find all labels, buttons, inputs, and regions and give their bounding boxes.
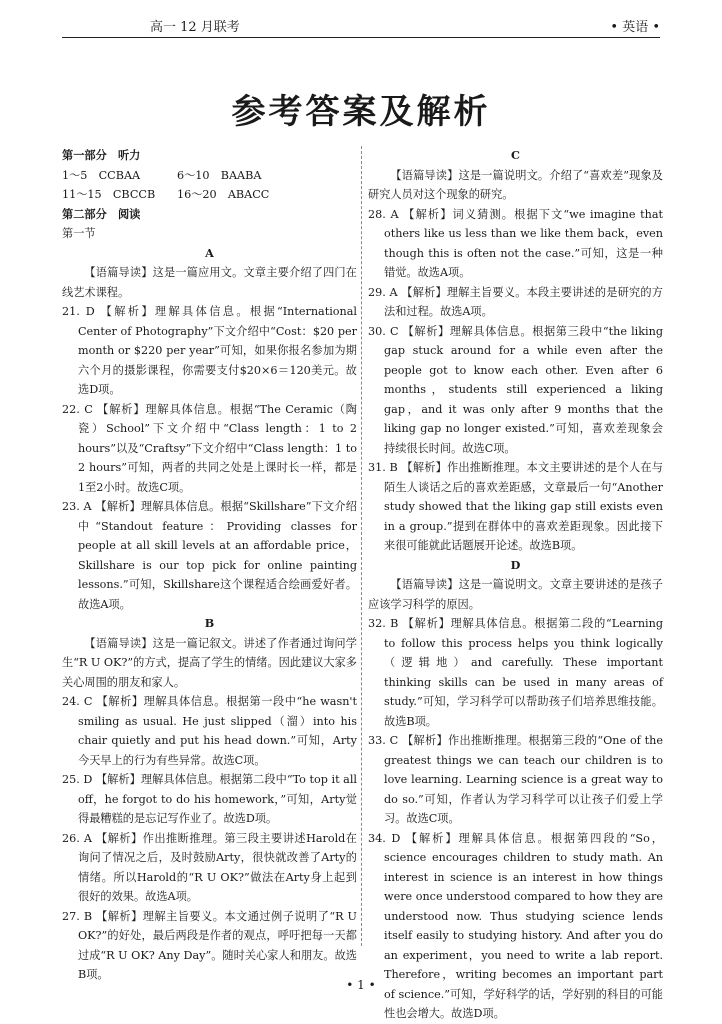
question-25: 25. D 【解析】理解具体信息。根据第二段中“To top it all off，he forgot to do his homework，”可知，Arty觉得最糟糕的是忘记写作业了。故选D项。 — [62, 773, 357, 825]
page-title: 参考答案及解析 — [231, 92, 491, 132]
part1-title: 第一部分 听力 — [62, 148, 141, 162]
answer-row — [62, 185, 357, 205]
passage-d-label: D — [510, 557, 521, 572]
question-33: 33. C 【解析】作出推断推理。根据第三段的“One of the greatest things we can teach our children is to love learning. Learning science is a great way to do so.”可知，作者认为学习科学可以让孩子们爱上学习。故选C项。 — [368, 734, 663, 825]
answer-group: 6～10 BAABA — [177, 168, 262, 182]
answer-group: 1～5 CCBAA — [62, 168, 141, 182]
question-32: 32. B 【解析】理解具体信息。根据第二段的“Learning to follow this process helps you think logically（逻辑地）and carefully. These important thinking skills can be used in many areas of study.”可知，学习科学可以帮助孩子们培养思维技能。故选B项。 — [368, 617, 663, 728]
passage-a-label: A — [205, 245, 214, 260]
question-27: 27. B 【解析】理解主旨要义。本文通过例子说明了“R U OK?”的好处，最后两段是作者的观点，呼吁把每一天都过成“R U OK? Any Day”。随时关心家人和朋友。故选B项。 — [62, 909, 357, 981]
question-31: 31. B 【解析】作出推断推理。本文主要讲述的是个人在与陌生人谈话之后的喜欢差距感，文章最后一句“Another study showed that the liking gap still exists even in a group.”提到在群体中的喜欢差距现象。因此接下来很可能就此话题展开论述。故选B项。 — [368, 461, 663, 552]
question-34: 34. D 【解析】理解具体信息。根据第四段的“So，science encourages children to study math. An interest in science is an interest in how things were once understood compared to how they are understood now. Thus studying science lends itself easily to studying history. And after you do an experiment，you need to write a lab report. Therefore，writing becomes an important part of science.”可知，学好科学的话，学好别的科目的可能性也会增大。故选D项。 — [368, 831, 663, 1020]
left-column — [62, 146, 357, 985]
header-subject: • 英语 • — [610, 20, 660, 35]
right-column — [368, 146, 663, 1024]
question-21: 21. D 【解析】理解具体信息。根据“International Center of Photography”下文介绍中“Cost：$20 per month or $220 per year”可知，如果你报名参加为期六个月的摄影课程，你需要支付$20×6＝120美元。故选D项。 — [62, 305, 357, 396]
question-23: 23. A 【解析】理解具体信息。根据“Skillshare”下文介绍中“Standout feature：Providing classes for people at all skill levels at an affordable price，Skillshare is our top pick for online painting lessons.”可知，Skillshare这个课程适合绘画爱好者。故选A项。 — [62, 500, 357, 611]
header-rule — [62, 37, 660, 38]
page-header — [62, 14, 660, 36]
column-divider — [361, 146, 362, 946]
passage-d-guide: 【语篇导读】这是一篇说明文。文章主要讲述的是孩子应该学习科学的原因。 — [368, 578, 663, 611]
answer-row — [62, 166, 357, 186]
answer-group: 11～15 CBCCB — [62, 188, 156, 201]
page-number: • 1 • — [346, 978, 376, 992]
passage-a-guide: 【语篇导读】这是一篇应用文。文章主要介绍了四门在线艺术课程。 — [62, 266, 357, 299]
passage-c-guide: 【语篇导读】这是一篇说明文。介绍了“喜欢差”现象及研究人员对这个现象的研究。 — [368, 168, 663, 201]
answer-group: 16～20 ABACC — [177, 188, 270, 201]
question-30: 30. C 【解析】理解具体信息。根据第三段中“the liking gap stuck around for a while even after the people got to know each other. Even after 6 months，students still experienced a liking gap，and it was only after 9 months that the liking gap no longer existed.”可知，喜欢差现象会持续很长时间。故选C项。 — [368, 324, 663, 455]
part2-title: 第二部分 阅读 — [62, 206, 141, 221]
passage-b-guide: 【语篇导读】这是一篇记叙文。讲述了作者通过询问学生“R U OK?”的方式，提高了学生的情绪。因此建议大家多关心周围的朋友和家人。 — [62, 636, 357, 689]
question-26: 26. A 【解析】作出推断推理。第三段主要讲述Harold在询问了情况之后，及时鼓励Arty，很快就改善了Arty的情绪。所以Harold的“R U OK?”做法在Arty身上起到很好的效果。故选A项。 — [62, 831, 357, 903]
header-exam-name: 高一 12 月联考 — [150, 20, 240, 35]
question-28: 28. A 【解析】词义猜测。根据下文“we imagine that others like us less than we like them back，even though this is often not the case.”可知，这是一种错觉。故选A项。 — [368, 207, 663, 279]
question-29: 29. A 【解析】理解主旨要义。本段主要讲述的是研究的方法和过程。故选A项。 — [368, 285, 663, 318]
passage-c-label: C — [511, 148, 520, 162]
section-title: 第一节 — [62, 227, 96, 240]
question-22: 22. C 【解析】理解具体信息。根据“The Ceramic（陶瓷）School”下文介绍中“Class length：1 to 2 hours”以及“Craftsy”下文介绍中“Class length：1 to 2 hours”可知，两者的共同之处是上课时长一样，都是1至2小时。故选C项。 — [62, 402, 357, 494]
passage-b-label: B — [204, 616, 215, 630]
question-24: 24. C 【解析】理解具体信息。根据第一段中“he wasn't smiling as usual. He just slipped（溜）into his chair quietly and put his head down.”可知，Arty今天早上的行为有些异常。故选C项。 — [62, 695, 357, 767]
